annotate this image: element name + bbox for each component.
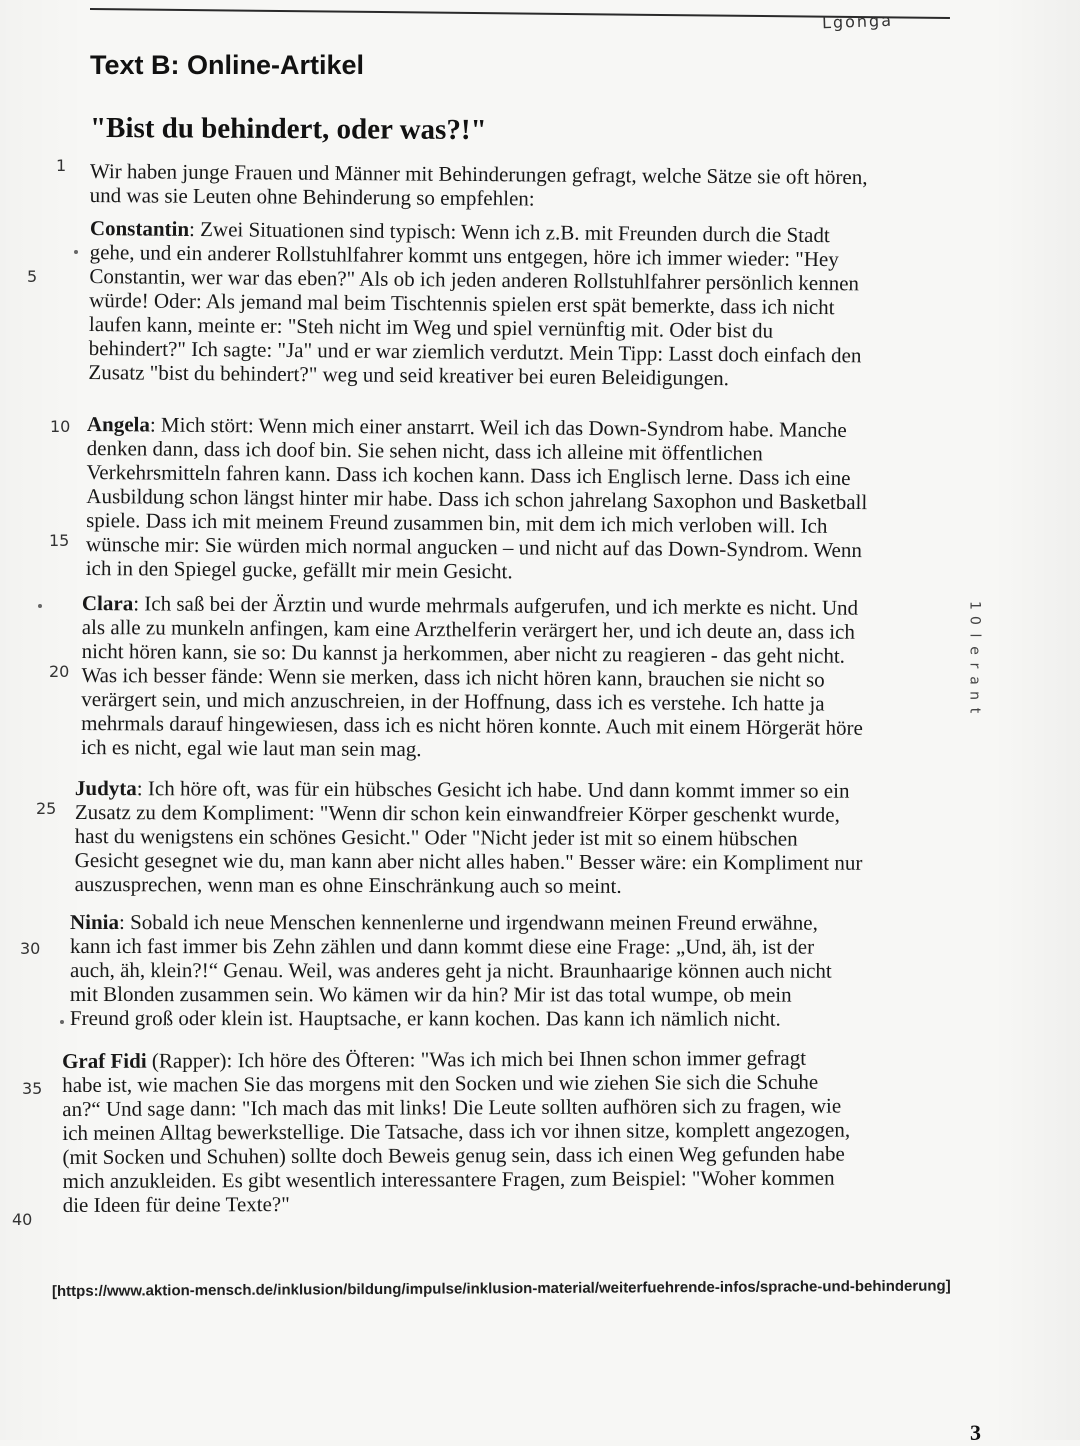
text-line: : Mich stört: Wenn mich einer anstarrt. Weil ich das Down-Syndrom habe. Manche bbox=[149, 412, 847, 442]
line-number: 25 bbox=[36, 799, 57, 818]
speaker-name: Judyta bbox=[74, 776, 137, 801]
text-line: gehe, und ein anderer Rollstuhlfahrer kommt uns entgegen, höre ich immer wieder: "Hey bbox=[89, 239, 839, 272]
line-number: 30 bbox=[20, 939, 41, 958]
text-line: (Rapper): Ich höre des Öfteren: "Was ich mich bei Ihnen schon immer gefragt bbox=[146, 1045, 807, 1073]
text-line: kann ich fast immer bis Zehn zählen und dann kommt diese eine Frage: „Und, äh, ist der bbox=[69, 934, 815, 959]
text-line: mit Blonden zusammen sein. Wo kämen wir da hin? Mir ist das total wumpe, ob mein bbox=[69, 982, 792, 1007]
text-line: Constantin, wer war das eben?" Als ob ich jeden anderen Rollstuhlfahrer persönlich kennen bbox=[89, 263, 860, 296]
text-line: : Ich höre oft, was für ein hübsches Gesicht ich habe. Und dann kommt immer so ein bbox=[136, 776, 850, 803]
text-line: Zusatz "bist du behindert?" weg und seid kreativer bei euren Beleidigungen. bbox=[88, 359, 730, 391]
line-number: 10 bbox=[50, 417, 71, 436]
scan-speck bbox=[74, 250, 78, 254]
text-line: laufen kann, meinte er: "Steh nicht im Weg und spiel vernünftig mit. Oder bist du bbox=[88, 311, 774, 343]
text-line: : Ich saß bei der Ärztin und wurde mehrmals aufgerufen, und ich merkte es nicht. Und bbox=[133, 591, 859, 620]
intro-paragraph bbox=[90, 159, 868, 213]
text-line: nicht hören kann, sie so: Du kannst ja herkommen, aber nicht zu reagieren - das geht nicht. bbox=[81, 638, 846, 668]
statement-graf-fidi bbox=[62, 1046, 850, 1217]
line-number: 40 bbox=[12, 1210, 33, 1229]
margin-note-char: t bbox=[966, 707, 983, 714]
speaker-name: Constantin bbox=[89, 216, 190, 241]
source-url: [https://www.aktion-mensch.de/inklusion/bildung/impulse/inklusion-material/weiterfuehrende-infos/sprache-und-behinderung] bbox=[51, 1277, 951, 1300]
text-line: : Sobald ich neue Menschen kennenlerne und irgendwann meinen Freund erwähne, bbox=[118, 910, 818, 935]
text-line: wünsche mir: Sie würden mich normal angucken – und nicht auf das Down-Syndrom. Wenn bbox=[85, 531, 862, 563]
line-number: 1 bbox=[56, 156, 67, 175]
text-line: Ausbildung schon längst hinter mir habe. Dass ich schon jahrelang Saxophon und Basketball bbox=[86, 483, 868, 515]
text-line: Gesicht gesegnet wie du, man kann aber nicht alles haben." Besser wäre: ein Kompliment nur bbox=[74, 847, 863, 875]
article-title: "Bist du behindert, oder was?!" bbox=[89, 111, 487, 147]
speaker-name: Graf Fidi bbox=[62, 1048, 147, 1073]
line-number: 35 bbox=[22, 1079, 43, 1098]
margin-note-char: r bbox=[966, 662, 983, 669]
statement-ninia bbox=[70, 910, 832, 1031]
scan-speck bbox=[38, 604, 42, 608]
text-line: ich es nicht, egal wie laut man sein mag. bbox=[80, 734, 422, 762]
text-line: Verkehrsmitteln fahren kann. Dass ich kochen kann. Dass ich Englisch lerne. Dass ich eine bbox=[86, 459, 851, 490]
margin-note-char: a bbox=[966, 676, 983, 685]
line-number: 5 bbox=[27, 267, 38, 286]
line-number: 20 bbox=[49, 662, 70, 681]
text-line: behindert?" Ich sagte: "Ja" und er war ziemlich verdutzt. Mein Tipp: Lasst doch einfach den bbox=[88, 335, 862, 368]
statement-clara bbox=[81, 591, 864, 764]
text-line: (mit Socken und Schuhen) sollte doch Beweis genug sein, dass ich einen Weg gefunden habe bbox=[62, 1141, 845, 1169]
text-line: Zusatz zu dem Kompliment: "Wenn dir schon kein einwandfreier Körper geschenkt wurde, bbox=[74, 799, 840, 827]
statement-judyta bbox=[75, 776, 863, 899]
text-line: ich meinen Alltag bewerkstellige. Die Tatsache, dass ich vor ihnen sitze, komplett angezogen, bbox=[62, 1117, 851, 1145]
text-line: auszusprechen, wenn man es ohne Einschränkung auch so meint. bbox=[74, 871, 622, 898]
line-number: 15 bbox=[49, 531, 70, 550]
statement-constantin bbox=[88, 216, 862, 391]
margin-note-char: 1 bbox=[966, 601, 983, 610]
speaker-name: Clara bbox=[81, 591, 134, 616]
text-line: : Zwei Situationen sind typisch: Wenn ich z.B. mit Freunden durch die Stadt bbox=[188, 216, 830, 248]
text-line: an?“ Und sage dann: "Ich mach das mit links! Die Leute sollten aufhören sich zu fragen, wie bbox=[62, 1093, 842, 1121]
speaker-name: Ninia bbox=[69, 910, 120, 935]
handwritten-name: Lgonga bbox=[821, 10, 894, 33]
text-line: würde! Oder: Als jemand mal beim Tischtennis spielen erst spät bemerkte, dass ich nicht bbox=[89, 287, 835, 320]
statement-angela bbox=[86, 412, 868, 586]
text-line: mehrmals darauf hingewiesen, dass ich es nicht hören konnte. Auch mit einem Hörgerät höre bbox=[81, 710, 863, 740]
text-line: ich in den Spiegel gucke, gefällt mir mein Gesicht. bbox=[85, 555, 513, 584]
text-line: auch, äh, klein?!“ Genau. Weil, was anderes geht ja nicht. Braunhaarige können auch nicht bbox=[69, 958, 832, 983]
margin-note-char: l bbox=[966, 633, 983, 638]
text-line: als alle zu munkeln anfingen, kam eine Arzthelferin verärgert her, und ich deute an, dass ich bbox=[81, 614, 855, 644]
speaker-name: Angela bbox=[86, 412, 150, 437]
text-line: denken dann, dass ich doof bin. Sie sehen nicht, dass ich alleine mit öffentlichen bbox=[86, 435, 763, 466]
text-line: die Ideen für deine Texte?" bbox=[62, 1192, 290, 1217]
text-line: und was sie Leuten ohne Behinderung so empfehlen: bbox=[89, 182, 535, 211]
page-number: 3 bbox=[970, 1420, 981, 1445]
text-line: verärgert sein, und mich anzuschreien, in der Hoffnung, dass ich es verstehe. Ich hatte ja bbox=[81, 686, 825, 716]
scan-speck bbox=[60, 1020, 64, 1024]
handwritten-margin-note bbox=[952, 598, 996, 720]
margin-note-char: e bbox=[966, 646, 983, 655]
text-line: hast du wenigstens ein schönes Gesicht." Oder "Nicht jeder ist mit so einem hübschen bbox=[74, 823, 798, 851]
text-line: Freund groß oder klein ist. Hauptsache, er kann kochen. Das kann ich nämlich nicht. bbox=[69, 1005, 781, 1031]
section-heading: Text B: Online-Artikel bbox=[90, 50, 365, 80]
text-line: mich anzukleiden. Es gibt wesentlich interessantere Fragen, zum Beispiel: "Woher kommen bbox=[62, 1165, 835, 1193]
text-line: spiele. Dass ich mit meinem Freund zusammen bin, mit dem ich mich verloben will. Ich bbox=[86, 507, 828, 538]
text-line: Was ich besser fände: Wenn sie merken, dass ich nicht hören kann, brauchen sie nicht so bbox=[81, 662, 825, 692]
text-line: Wir haben junge Frauen und Männer mit Behinderungen gefragt, welche Sätze sie oft hören, bbox=[89, 159, 868, 190]
margin-note-char: 0 bbox=[966, 616, 983, 625]
margin-note-char: n bbox=[966, 691, 983, 700]
text-line: habe ist, wie machen Sie das morgens mit den Socken und wie ziehen Sie sich die Schuhe bbox=[62, 1069, 819, 1097]
